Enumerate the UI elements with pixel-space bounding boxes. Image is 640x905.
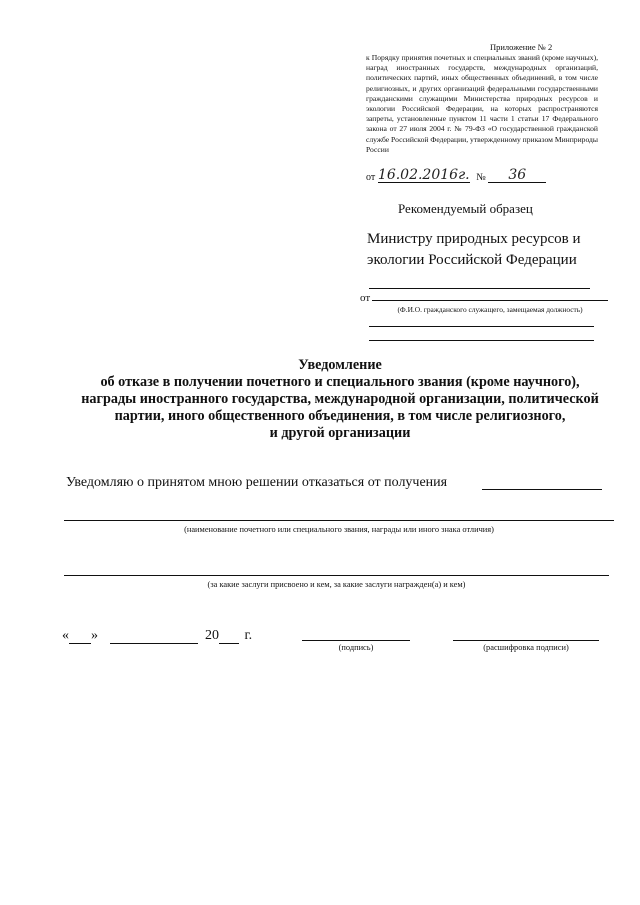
signature-caption: (подпись) (338, 643, 374, 652)
title-line-1: Уведомление (298, 357, 382, 373)
open-quote: « (62, 628, 69, 643)
order-date: 16.02.2016г. (377, 167, 470, 183)
addressee-line-2: экологии Российской Федерации (367, 252, 577, 268)
decoding-caption: (расшифровка подписи) (483, 643, 569, 652)
award-line-1[interactable] (482, 489, 602, 490)
year-field[interactable] (219, 629, 239, 644)
order-number-label: № (476, 172, 486, 183)
award-caption: (наименование почетного или специального звания, награды или иного знака отличия) (184, 525, 494, 534)
title-line-4: партии, иного общественного объединения, в том числе религиозного, (114, 408, 566, 424)
day-field[interactable] (69, 629, 91, 644)
award-line-2[interactable] (64, 520, 614, 521)
recommended-sample: Рекомендуемый образец (398, 201, 533, 216)
month-field[interactable] (110, 629, 198, 644)
addressee-line-1: Министру природных ресурсов и (367, 231, 581, 247)
position-line-1[interactable] (369, 326, 594, 327)
notification-title (40, 357, 640, 442)
merits-line[interactable] (64, 575, 609, 576)
order-prefix: от (366, 172, 376, 183)
year-suffix: г. (244, 628, 253, 643)
body-text: Уведомляю о принятом мною решении отказаться от получения (66, 475, 448, 490)
signature-line[interactable] (302, 640, 410, 641)
decoding-line[interactable] (453, 640, 599, 641)
position-line-2[interactable] (369, 340, 594, 341)
from-caption: (Ф.И.О. гражданского служащего, замещаемая должность) (397, 305, 583, 314)
title-line-3: награды иностранного государства, международной организации, политической (81, 391, 599, 407)
addressee-blank-line[interactable] (369, 288, 590, 289)
annex-title: Приложение № 2 (490, 42, 553, 52)
annex-text: к Порядку принятия почетных и специальных званий (кроме научных), наград иностранных государств, международных организаций, политических партий, иных общественных объединений, в том числе религиозных, и других организаций федеральными государственными гражданскими служащими Министерства природных ресурсов и экологии Российской Федерации, на которых распространяются запреты, установленные пунктом 11 части 1 статьи 17 Федерального закона от 27 июля 2004 г. № 79-ФЗ «О государственной гражданской службе Российской Федерации, утвержденному приказом Минприроды России (366, 53, 598, 154)
addressee (367, 229, 581, 271)
title-line-5: и другой организации (269, 425, 411, 441)
order-line (366, 168, 586, 183)
title-line-2: об отказе в получении почетного и специального звания (кроме научного), (100, 374, 580, 390)
merits-caption: (за какие заслуги присвоено и кем, за какие заслуги награжден(а) и кем) (207, 580, 466, 589)
from-name-line[interactable] (372, 300, 608, 301)
date-row (62, 628, 252, 644)
year-prefix: 20 (205, 628, 219, 643)
order-number: 36 (488, 168, 546, 183)
close-quote: » (91, 628, 98, 643)
from-label: от (360, 292, 371, 304)
